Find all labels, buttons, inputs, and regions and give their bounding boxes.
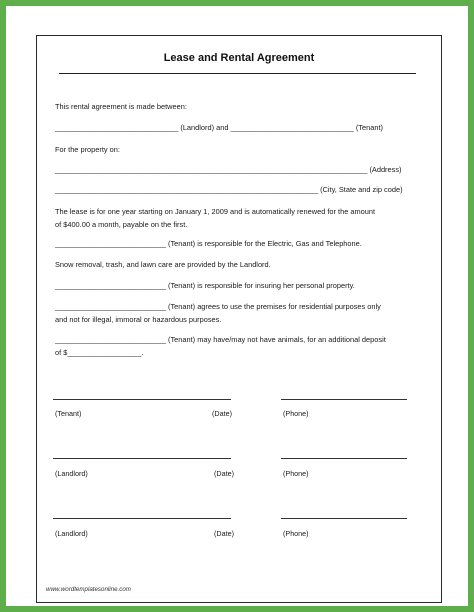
intro-text: This rental agreement is made between:: [55, 102, 187, 111]
use-line-2: and not for illegal, immoral or hazardous purposes.: [55, 315, 222, 324]
signature-phone-label: (Phone): [283, 529, 309, 538]
property-label: For the property on:: [55, 145, 120, 154]
signature-date-label: (Date): [212, 409, 232, 418]
term-text-2: of $400.00 a month, payable on the first.: [55, 220, 188, 229]
parties-line: ______________________________ (Landlord) and ______________________________ (Tenant): [55, 123, 383, 132]
utilities-line: ___________________________ (Tenant) is responsible for the Electric, Gas and Telephone.: [55, 239, 362, 248]
signature-date-label: (Date): [214, 529, 234, 538]
landlord-signature-rule-2: [53, 518, 231, 519]
term-text-1: The lease is for one year starting on January 1, 2009 and is automatically renewed for the amount: [55, 207, 376, 216]
phone-rule-2: [281, 458, 407, 459]
signature-party-label: (Landlord): [55, 469, 88, 478]
footer-website[interactable]: www.wordtemplatesonline.com: [46, 586, 131, 593]
insurance-line: ___________________________ (Tenant) is responsible for insuring her personal property.: [55, 281, 355, 290]
tenant-signature-rule: [53, 399, 231, 400]
landlord-signature-rule: [53, 458, 231, 459]
phone-rule-1: [281, 399, 407, 400]
use-line-1: ___________________________ (Tenant) agrees to use the premises for residential purposes only: [55, 302, 381, 311]
signature-phone-label: (Phone): [283, 469, 309, 478]
city-line: ________________________________________________________________ (City, State and zip code): [55, 185, 403, 194]
animals-line-1: ___________________________ (Tenant) may have/may not have animals, for an additional deposit: [55, 335, 386, 344]
animals-line-2: of $__________________.: [55, 348, 144, 357]
agreement-page: [36, 35, 442, 603]
signature-phone-label: (Phone): [283, 409, 309, 418]
document-title: Lease and Rental Agreement: [163, 52, 315, 64]
signature-date-label: (Date): [214, 469, 234, 478]
signature-party-label: (Tenant): [55, 409, 82, 418]
signature-party-label: (Landlord): [55, 529, 88, 538]
phone-rule-3: [281, 518, 407, 519]
snow-removal-text: Snow removal, trash, and lawn care are provided by the Landlord.: [55, 260, 271, 269]
address-line: ____________________________________________________________________________ (Address): [55, 165, 402, 174]
title-underline: [59, 73, 416, 74]
